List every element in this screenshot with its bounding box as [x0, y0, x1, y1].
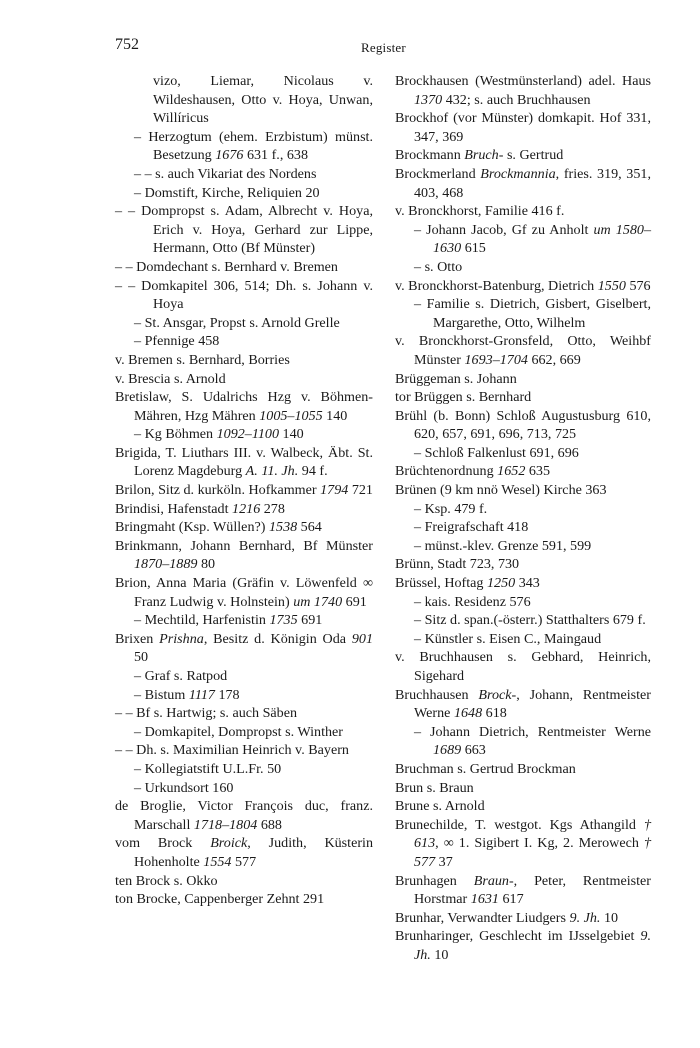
index-entry-text: v. Bremen s. Bernhard, Borries [115, 351, 290, 368]
index-entry-text: 691 [297, 612, 323, 629]
index-column-left [115, 72, 373, 909]
index-entry-text: , fries. 319, 351, 403, 468 [414, 165, 651, 201]
index-entry-text: Bruchman s. Gertrud Brockman [395, 760, 576, 777]
index-entry-text: 688 [257, 816, 282, 833]
index-entry-text: 10 [430, 946, 449, 963]
index-entry [395, 109, 651, 146]
index-column-right [395, 72, 651, 965]
index-entry [115, 760, 373, 779]
index-entry-italic-text: 1554 [203, 853, 232, 870]
index-entry-text: – St. Ansgar, Propst s. Arnold Grelle [134, 314, 340, 331]
index-entry-text: Brünn, Stadt 723, 730 [395, 556, 520, 573]
index-entry-text: – Johann Jacob, Gf zu Anholt [414, 221, 594, 238]
index-entry-italic-text: 1652 [497, 463, 526, 480]
index-entry-text: – Herzogtum (ehem. Erzbistum) münst. Besetzung [134, 128, 373, 164]
index-entry-text: de Broglie, Victor François duc, franz. Marschall [115, 798, 373, 833]
index-entry-italic-text: 901 [351, 630, 373, 647]
index-entry-text: v. Bruchhausen s. Gebhard, Heinrich, Sigehard [395, 649, 651, 684]
index-entry-text: 577 [231, 853, 257, 870]
index-entry [395, 872, 651, 909]
index-entry-text: v. Bronckhorst-Batenburg, Dietrich [395, 277, 598, 294]
index-entry-text: 432; s. auch Bruchhausen [442, 91, 591, 108]
index-entry-italic-text: 1870–1889 [134, 556, 198, 573]
index-entry [115, 165, 373, 184]
index-entry-text: – – Domdechant s. Bernhard v. Bremen [115, 258, 338, 275]
index-entry-text: 618 [482, 705, 507, 722]
index-entry-text: Brixen [115, 630, 160, 647]
index-entry [115, 314, 373, 333]
index-entry-text: 278 [260, 500, 285, 517]
index-entry-text: – – Dh. s. Maximilian Heinrich v. Bayern [115, 742, 349, 759]
index-entry-text: Brünen (9 km nnö Wesel) Kirche 363 [395, 482, 607, 499]
index-entry-text: Brühl (b. Bonn) Schloß Augustusburg 610, 620, 657, 691, 696, 713, 725 [395, 407, 651, 443]
index-entry-text: 140 [279, 426, 304, 443]
index-entry-italic-text: 1693–1704 [464, 351, 528, 368]
index-entry-text: – s. Otto [414, 258, 463, 275]
index-entry [115, 686, 373, 705]
index-entry [395, 332, 651, 369]
index-entry [395, 407, 651, 444]
index-entry [115, 500, 373, 519]
index-entry-text: Brockhof (vor Münster) domkapit. Hof 331, 347, 369 [395, 110, 651, 145]
index-entry [395, 760, 651, 779]
index-entry [395, 258, 651, 277]
index-entry-text: Brilon, Sitz d. kurköln. Hofkammer [115, 482, 321, 499]
index-entry [395, 593, 651, 612]
index-entry-text: 631 f., 638 [243, 147, 309, 164]
index-entry [115, 704, 373, 723]
index-entry [395, 518, 651, 537]
index-entry [115, 128, 373, 165]
index-entry-text: v. Bronckhorst-Gronsfeld, Otto, Weihbf Münster [395, 333, 651, 368]
index-entry-italic-text: 1117 [188, 686, 215, 703]
index-entry [115, 518, 373, 537]
index-entry-text: Brüggeman s. Johann [395, 370, 517, 387]
index-entry-text: – – Bf s. Hartwig; s. auch Säben [115, 705, 298, 722]
index-entry [115, 779, 373, 798]
index-entry-text: vizo, Liemar, Nicolaus v. Wildeshausen, Otto v. Hoya, Unwan, Willíricus [153, 73, 373, 127]
index-entry [115, 202, 373, 258]
index-entry [395, 481, 651, 500]
index-entry-text: Brune s. Arnold [395, 798, 485, 815]
index-entry-text: Brunhagen [395, 872, 474, 889]
index-entry-text: Brockmerland [395, 165, 481, 182]
index-entry-text: 635 [525, 463, 551, 480]
index-entry [395, 295, 651, 332]
index-entry-text: 691 [342, 593, 367, 610]
index-entry [115, 890, 373, 909]
index-entry [395, 500, 651, 519]
index-entry-text: ten Brock s. Okko [115, 872, 218, 889]
page-number: 752 [115, 36, 139, 53]
index-entry-text: 37 [435, 853, 453, 870]
index-entry [395, 537, 651, 556]
index-entry-text: , Besitz d. Königin Oda [203, 630, 352, 647]
index-entry [395, 277, 651, 296]
index-entry [395, 388, 651, 407]
index-entry-text: Bretislaw, S. Udalrichs Hzg v. Böhmen-Mähren, Hzg Mähren [115, 389, 373, 424]
index-entry-text: Brüssel, Hoftag [395, 575, 487, 592]
index-entry [395, 574, 651, 593]
index-entry-italic-text: 1735 [269, 612, 298, 629]
index-entry-text: – – s. auch Vikariat des Nordens [134, 165, 317, 182]
index-entry-text: 564 [297, 519, 322, 536]
index-entry-text: ton Brocke, Cappenberger Zehnt 291 [115, 891, 325, 908]
index-entry-text: – Ksp. 479 f. [414, 500, 488, 517]
index-entry-text: 576 [625, 277, 651, 294]
index-entry-italic-text: 1550 [597, 277, 626, 294]
index-entry-text: v. Bronckhorst, Familie 416 f. [395, 203, 565, 220]
index-entry-italic-text: A. 11. Jh. [245, 463, 299, 480]
index-entry [115, 258, 373, 277]
index-entry [395, 723, 651, 760]
index-entry [115, 425, 373, 444]
index-entry-italic-text: 1538 [268, 519, 298, 536]
index-entry-italic-text: 1005–1055 [259, 407, 323, 424]
index-entry-italic-text: 1092–1100 [216, 426, 279, 443]
index-entry-text: s. Gertrud [503, 147, 564, 164]
index-entry [395, 630, 651, 649]
index-entry-italic-text: Broick [210, 835, 248, 852]
index-entry-text: 178 [214, 686, 240, 703]
index-entry-text: 80 [197, 556, 216, 573]
index-entry [115, 481, 373, 500]
index-entry-text: Brion, Anna Maria (Gräfin v. Löwenfeld ∞ Franz Ludwig v. Holnstein) [115, 575, 373, 610]
index-entry [395, 370, 651, 389]
index-entry [395, 927, 651, 964]
index-entry [115, 611, 373, 630]
index-entry-text: – Bistum [134, 686, 189, 703]
index-entry-text: – Mechtild, Harfenistin [134, 612, 270, 629]
index-entry [115, 723, 373, 742]
index-entry-italic-text: 9. Jh. [569, 909, 601, 926]
index-entry [115, 797, 373, 834]
index-entry-text: Brindisi, Hafenstadt [115, 500, 233, 517]
index-entry-italic-text: Prishna [159, 630, 204, 647]
index-entry [395, 686, 651, 723]
index-entry-italic-text: † 613 [414, 816, 651, 852]
index-entry [395, 221, 651, 258]
index-entry-italic-text: 1648 [453, 705, 483, 722]
index-entry-text: Brinkmann, Johann Bernhard, Bf Münster [115, 537, 373, 554]
index-entry [395, 165, 651, 202]
index-entry [115, 834, 373, 871]
index-entry-italic-text: 1676 [215, 147, 244, 164]
index-entry-text: – Domkapitel, Dompropst s. Winther [134, 723, 343, 740]
index-entry [115, 667, 373, 686]
index-entry [395, 797, 651, 816]
index-entry-text: – kais. Residenz 576 [414, 593, 531, 610]
index-entry-text: 50 [134, 649, 149, 666]
index-entry-text: v. Brescia s. Arnold [115, 370, 226, 387]
index-entry-italic-text: 1370 [414, 91, 443, 108]
index-entry-text: 140 [322, 407, 348, 424]
index-entry-italic-text: 1794 [320, 482, 349, 499]
index-entry-text: – – Dompropst s. Adam, Albrecht v. Hoya, Erich v. Hoya, Gerhard zur Lippe, Hermann, Otto (Bf Münster) [115, 203, 373, 257]
index-entry-text: – Pfennige 458 [134, 333, 220, 350]
index-entry [395, 72, 651, 109]
index-entry [395, 909, 651, 928]
index-entry [395, 202, 651, 221]
index-entry-italic-text: † 577 [414, 835, 651, 870]
index-entry [115, 332, 373, 351]
index-entry-text: 615 [461, 240, 486, 257]
index-entry [115, 370, 373, 389]
index-entry-text: 343 [515, 575, 540, 592]
index-entry-text: – Familie s. Dietrich, Gisbert, Giselbert, Margarethe, Otto, Wilhelm [414, 296, 651, 331]
index-entry [395, 555, 651, 574]
index-entry-italic-text: Braun- [473, 872, 514, 889]
index-entry [395, 779, 651, 798]
index-entry-text: Bringmaht (Ksp. Wüllen?) [115, 519, 269, 536]
index-entry [115, 574, 373, 611]
index-entry-italic-text: um 1580–1630 [433, 221, 652, 257]
index-entry [395, 816, 651, 872]
index-entry [395, 462, 651, 481]
index-entry-text: – Freigrafschaft 418 [414, 519, 529, 536]
index-entry-text: Brockhausen (Westmünsterland) adel. Haus [395, 73, 651, 89]
index-entry-text: Bruchhausen [395, 686, 479, 703]
running-head: Register [361, 40, 406, 55]
index-entry-text: – Graf s. Ratpod [134, 668, 228, 684]
index-entry-text: 617 [498, 891, 524, 908]
index-entry-italic-text: 1216 [232, 500, 261, 517]
index-entry-text: Brüchtenordnung [395, 463, 498, 480]
index-entry [115, 72, 373, 128]
index-entry-text: – Johann Dietrich, Rentmeister Werne [414, 723, 651, 740]
index-entry-text: , Judith, Küsterin Hohenholte [134, 835, 373, 870]
index-entry-italic-text: Brockmannia [480, 165, 556, 182]
index-entry-text: – Schloß Falkenlust 691, 696 [414, 444, 579, 461]
index-entry-italic-text: Bruch- [464, 147, 504, 164]
index-entry [115, 351, 373, 370]
index-entry-text: , Peter, Rentmeister Horstmar [414, 872, 651, 908]
index-entry-text: 662, 669 [527, 351, 581, 368]
index-entry-italic-text: 1250 [487, 575, 516, 592]
index-entry-text: – – Domkapitel 306, 514; Dh. s. Johann v. Hoya [115, 277, 373, 313]
index-entry-text: , ∞ 1. Sigibert I. Kg, 2. Merowech [435, 835, 644, 852]
index-entry-italic-text: um 1740 [293, 593, 343, 610]
index-entry-text: vom Brock [115, 835, 211, 852]
index-entry [395, 648, 651, 685]
index-entry [395, 611, 651, 630]
index-entry [395, 146, 651, 165]
index-entry-text: 10 [600, 909, 619, 926]
index-entry-text: – Kg Böhmen [134, 426, 217, 443]
index-entry-text: – Sitz d. span.(-österr.) Statthalters 679 f. [414, 612, 646, 629]
index-entry-text: Brunhar, Verwandter Liudgers [395, 909, 570, 926]
index-entry-italic-text: 1689 [433, 742, 462, 759]
index-entry [115, 388, 373, 425]
index-entry [395, 444, 651, 463]
index-entry-text: Brunechilde, T. westgot. Kgs Athangild [395, 816, 644, 833]
index-entry-text: 721 [348, 482, 373, 499]
index-entry [115, 444, 373, 481]
index-entry-italic-text: 9. Jh. [414, 928, 651, 963]
index-entry-text: Brockmann [395, 147, 465, 164]
index-entry [115, 741, 373, 760]
index-entry-text: Brun s. Braun [395, 779, 474, 796]
index-entry [115, 184, 373, 203]
index-entry [115, 537, 373, 574]
index-entry-text: Brunharinger, Geschlecht im IJsselgebiet [395, 928, 641, 945]
index-entry [115, 277, 373, 314]
index-entry-italic-text: Brock- [478, 686, 517, 703]
index-entry [115, 872, 373, 891]
index-entry-italic-text: 1631 [470, 891, 499, 908]
index-entry-text: 663 [461, 742, 486, 759]
index-entry-text: – münst.-klev. Grenze 591, 599 [414, 537, 592, 554]
index-entry-italic-text: 1718–1804 [193, 816, 258, 833]
index-entry-text: – Urkundsort 160 [134, 779, 234, 796]
index-entry-text: tor Brüggen s. Bernhard [395, 389, 532, 406]
index-entry-text: Brigida, T. Liuthars III. v. Walbeck, Äbt. St. Lorenz Magdeburg [115, 444, 373, 480]
index-entry-text: , Johann, Rentmeister Werne [414, 686, 651, 722]
index-entry-text: 94 f. [298, 463, 328, 480]
index-entry [115, 630, 373, 667]
index-entry-text: – Domstift, Kirche, Reliquien 20 [134, 184, 320, 201]
index-entry-text: – Künstler s. Eisen C., Maingaud [414, 630, 602, 647]
index-entry-text: – Kollegiatstift U.L.Fr. 50 [134, 760, 282, 777]
